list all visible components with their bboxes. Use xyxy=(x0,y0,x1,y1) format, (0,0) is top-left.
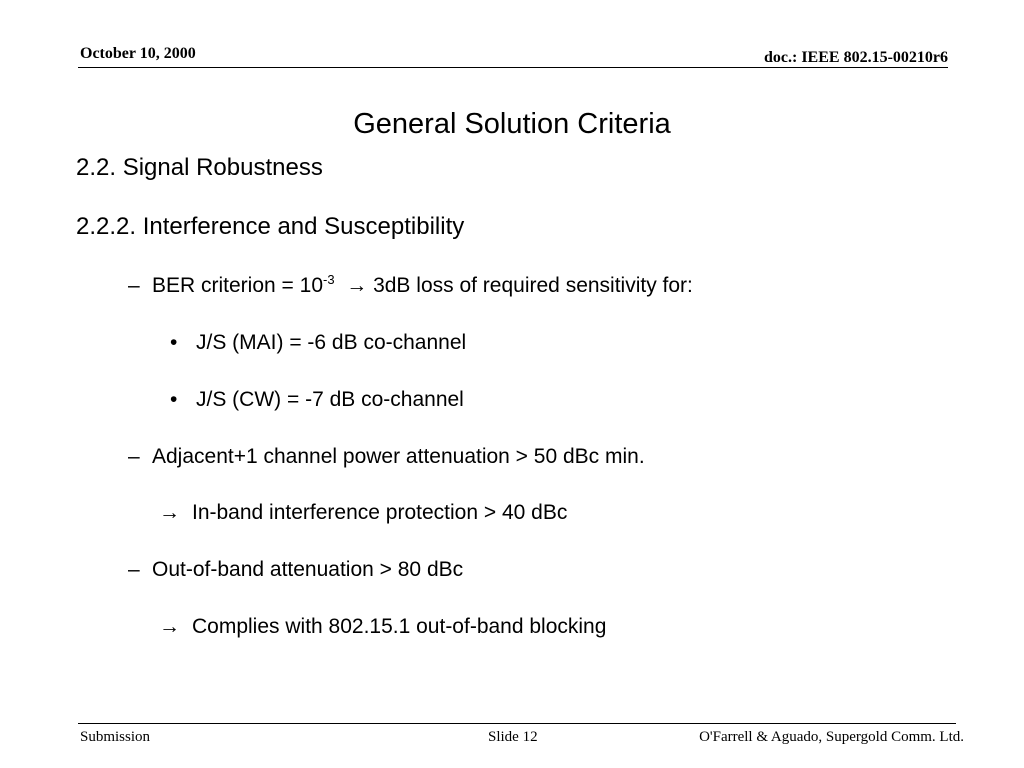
header-divider xyxy=(78,67,948,68)
dash-marker: – xyxy=(128,445,140,468)
dash-marker: – xyxy=(128,558,140,581)
header-date: October 10, 2000 xyxy=(80,45,196,62)
arrow-icon: → xyxy=(159,501,180,524)
ber-prefix: BER criterion = 10 xyxy=(152,274,323,297)
adjacent-channel-item xyxy=(128,445,645,469)
ber-criterion-item xyxy=(128,274,693,298)
js-mai-item xyxy=(170,331,466,355)
out-of-band-item xyxy=(128,558,463,582)
complies-text: Complies with 802.15.1 out-of-band blocking xyxy=(192,615,607,638)
subsection-heading: 2.2.2. Interference and Susceptibility xyxy=(76,213,465,240)
out-of-band-text: Out-of-band attenuation > 80 dBc xyxy=(152,558,464,581)
adjacent-text: Adjacent+1 channel power attenuation > 50 dBc min. xyxy=(152,445,645,468)
complies-item xyxy=(159,615,606,639)
arrow-icon: → xyxy=(159,615,180,638)
header-doc-id: doc.: IEEE 802.15-00210r6 xyxy=(764,49,948,66)
footer-authors: O'Farrell & Aguado, Supergold Comm. Ltd. xyxy=(699,729,964,745)
slide-title: General Solution Criteria xyxy=(353,108,671,140)
dash-marker: – xyxy=(128,274,140,297)
js-mai-text: J/S (MAI) = -6 dB co-channel xyxy=(196,331,467,354)
inband-text: In-band interference protection > 40 dBc xyxy=(192,501,568,524)
section-heading: 2.2. Signal Robustness xyxy=(76,154,323,181)
js-cw-item xyxy=(170,388,464,412)
footer-divider xyxy=(78,723,956,724)
ber-suffix: 3dB loss of required sensitivity for: xyxy=(373,274,693,297)
footer-slide-number: Slide 12 xyxy=(488,729,538,745)
inband-item xyxy=(159,501,567,525)
bullet-marker: • xyxy=(170,331,178,354)
js-cw-text: J/S (CW) = -7 dB co-channel xyxy=(196,388,464,411)
arrow-icon: → xyxy=(346,274,368,297)
footer-submission: Submission xyxy=(80,729,151,745)
bullet-marker: • xyxy=(170,388,178,411)
ber-exponent: -3 xyxy=(323,272,335,287)
